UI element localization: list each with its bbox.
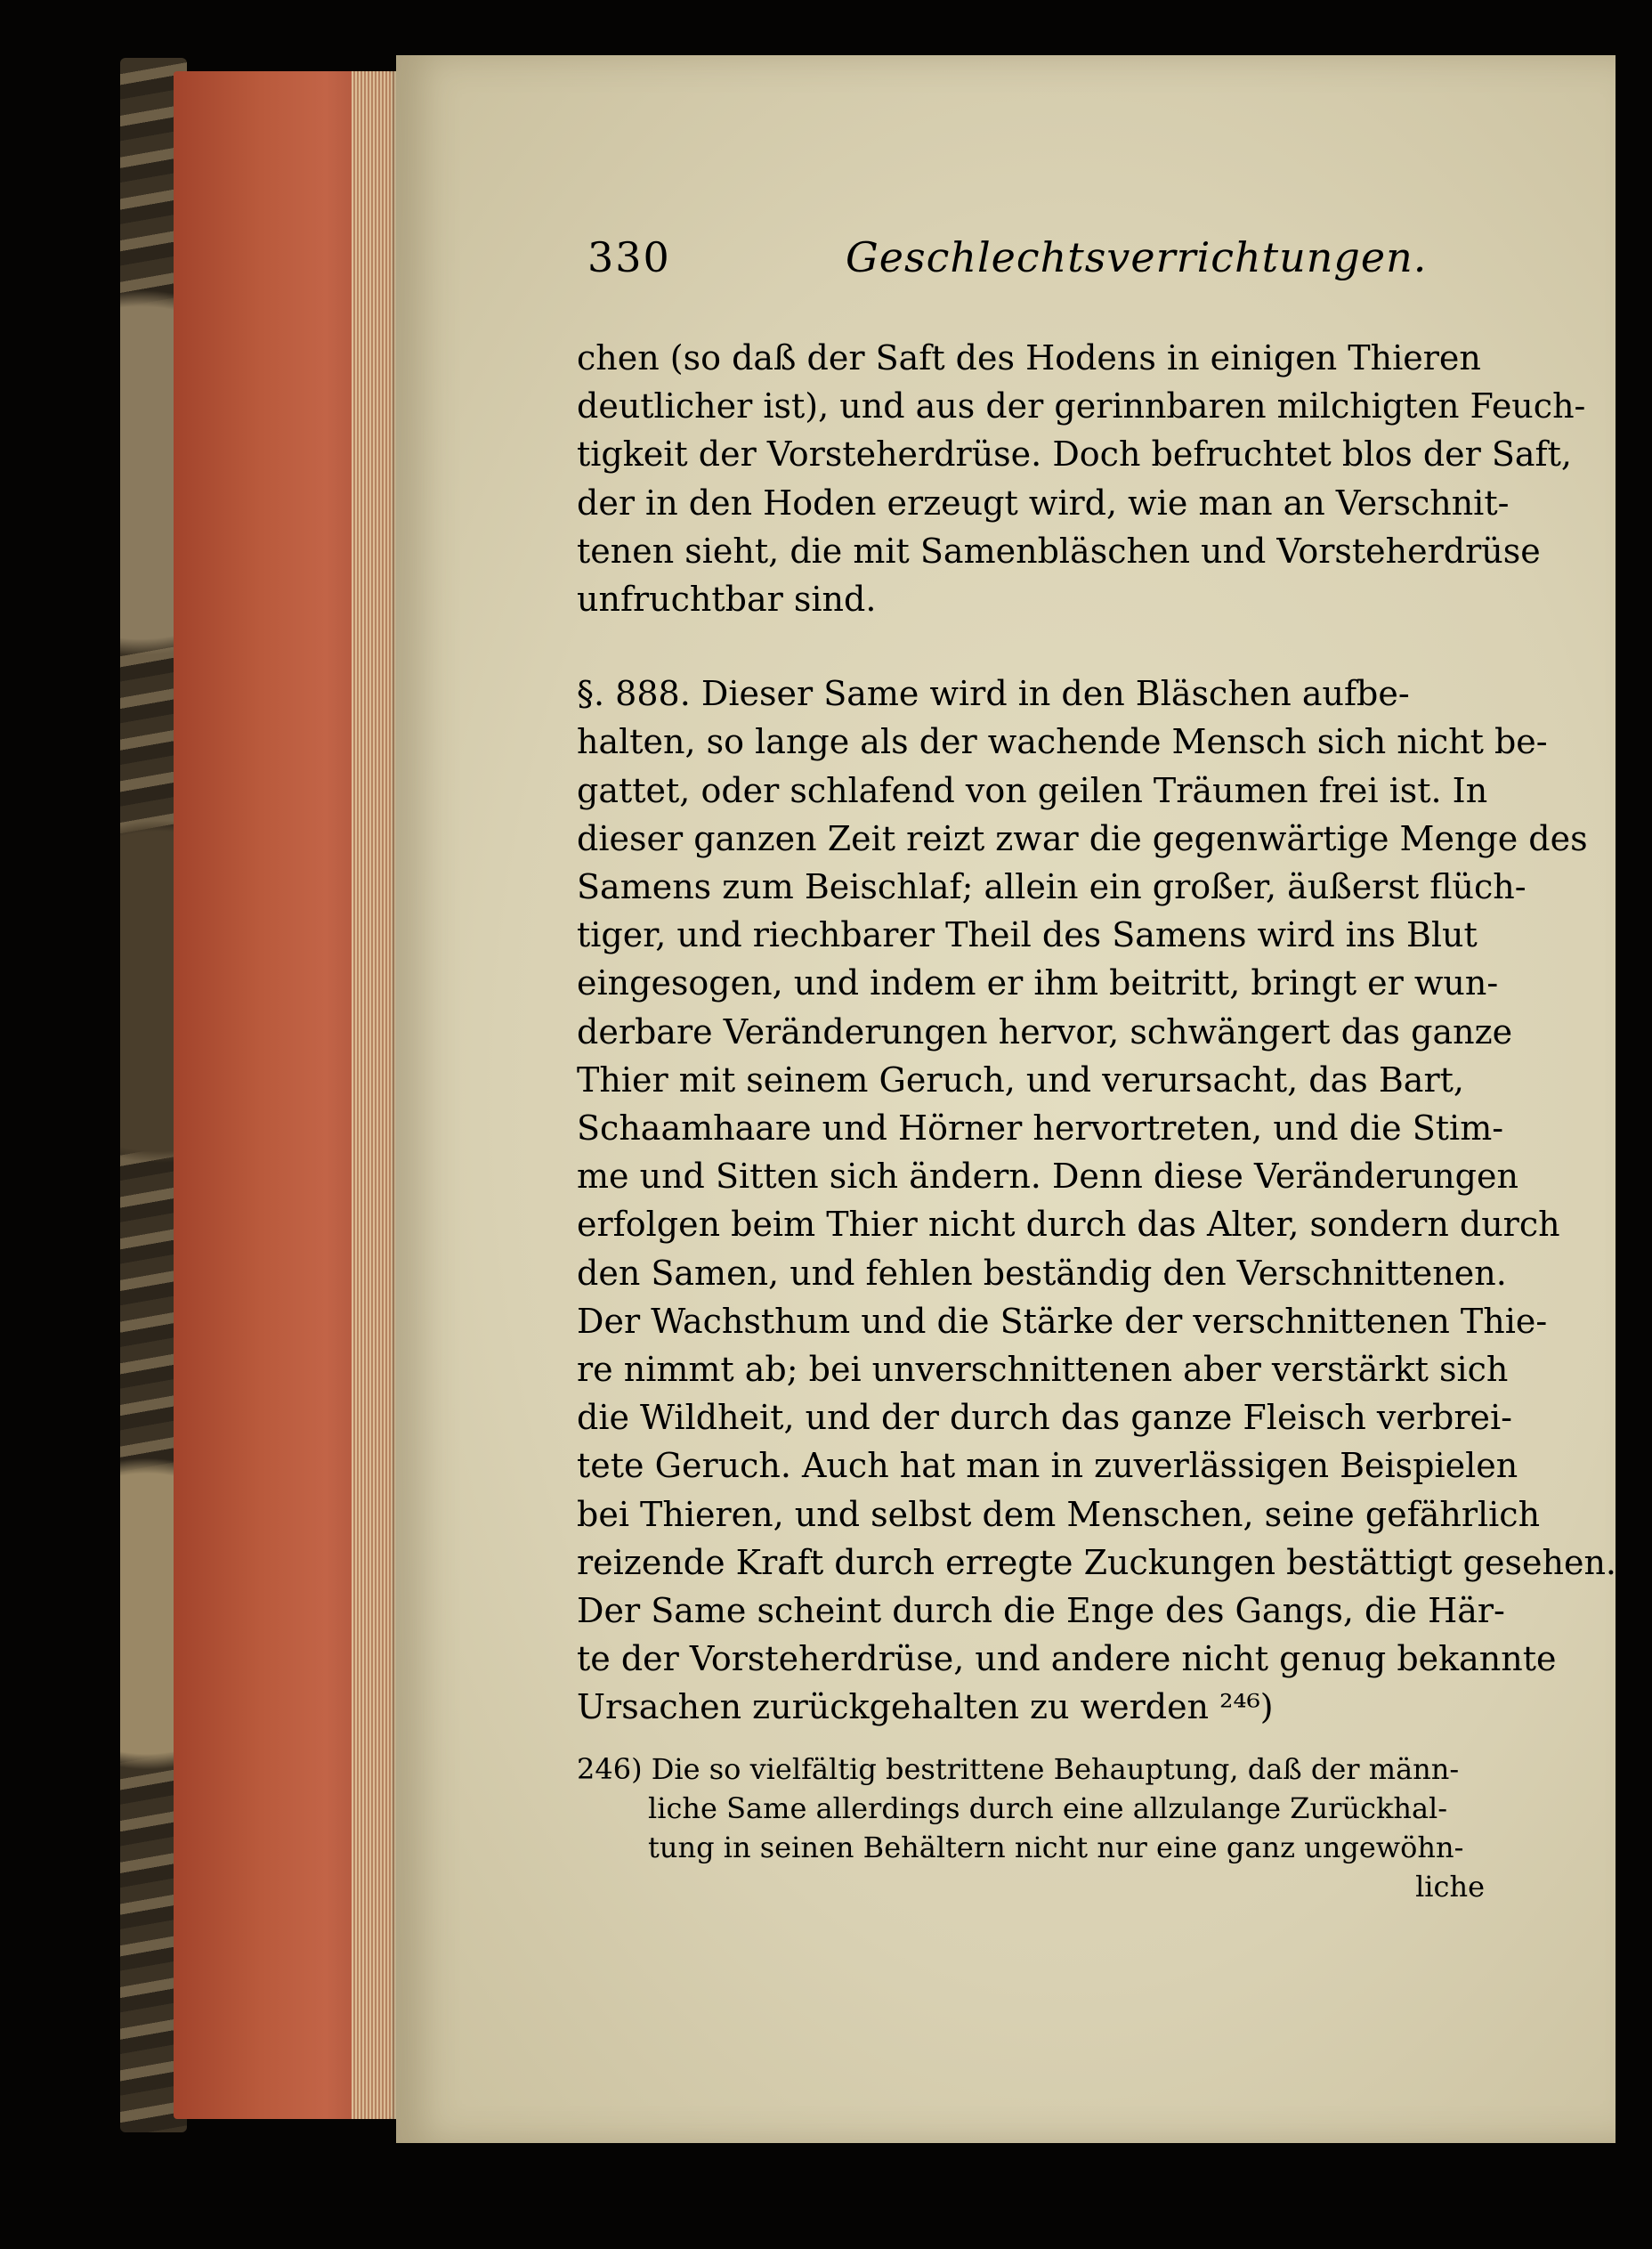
text-line: tigkeit der Vorsteherdrüse. Doch befruchtet blos der Saft, [577,434,1572,475]
text-line: chen (so daß der Saft des Hodens in einigen Thieren [577,338,1481,378]
text-line: tiger, und riechbarer Theil des Samens wird ins Blut [577,915,1478,955]
running-head: Geschlechtsverrichtungen. [846,233,1428,281]
page-number: 330 [587,233,671,281]
text-line: deutlicher ist), und aus der gerinnbaren milchigten Feuch- [577,386,1586,426]
text-line: den Samen, und fehlen beständig den Verschnittenen. [577,1253,1507,1293]
text-line: eingesogen, und indem er ihm beitritt, bringt er wun- [577,963,1499,1003]
footnote-line: liche [1415,1870,1485,1904]
text-line: te der Vorsteherdrüse, und andere nicht genug bekannte [577,1639,1557,1679]
text-line: derbare Veränderungen hervor, schwängert das ganze [577,1011,1513,1051]
text-line: Samens zum Beischlaf; allein ein großer, äußerst flüch- [577,867,1526,907]
text-line: halten, so lange als der wachende Mensch sich nicht be- [577,722,1548,762]
text-line: tete Geruch. Auch hat man in zuverlässigen Beispielen [577,1446,1518,1486]
text-line: Thier mit seinem Geruch, und verursacht, das Bart, [577,1060,1464,1100]
text-line: bei Thieren, und selbst dem Menschen, seine gefährlich [577,1494,1541,1534]
text-line: §. 888. Dieser Same wird in den Bläschen aufbe- [577,674,1410,714]
text-line: reizende Kraft durch erregte Zuckungen bestättigt gesehen. [577,1542,1616,1582]
text-line: Ursachen zurückgehalten zu werden ²⁴⁶) [577,1687,1274,1727]
footnote-line: tung in seinen Behältern nicht nur eine ganz ungewöhn- [648,1831,1464,1864]
text-line: me und Sitten sich ändern. Denn diese Veränderungen [577,1157,1518,1197]
paragraph-888 [577,670,1616,1731]
text-line: re nimmt ab; bei unverschnittenen aber verstärkt sich [577,1350,1509,1390]
text-line: Schaamhaare und Hörner hervortreten, und die Stim- [577,1108,1504,1149]
paragraph-1 [577,334,1586,623]
text-line: unfruchtbar sind. [577,580,877,620]
text-line: Der Same scheint durch die Enge des Gangs, die Här- [577,1591,1505,1631]
text-line: die Wildheit, und der durch das ganze Fleisch verbrei- [577,1398,1513,1438]
page-header [587,233,1428,287]
footnote-line: liche Same allerdings durch eine allzulange Zurückhal- [648,1791,1448,1825]
footnote-line: 246) Die so vielfältig bestrittene Behauptung, daß der männ- [577,1752,1460,1786]
text-line: erfolgen beim Thier nicht durch das Alter, sondern durch [577,1205,1560,1245]
text-line: gattet, oder schlafend von geilen Träumen frei ist. In [577,770,1488,810]
body-text [577,334,1616,1778]
text-line: tenen sieht, die mit Samenbläschen und Vorsteherdrüse [577,531,1541,571]
text-line: Der Wachsthum und die Stärke der verschnittenen Thie- [577,1301,1548,1341]
text-line: der in den Hoden erzeugt wird, wie man an Verschnit- [577,483,1510,523]
footnote-246 [577,1750,1502,1906]
text-line: dieser ganzen Zeit reizt zwar die gegenwärtige Menge des [577,818,1588,858]
